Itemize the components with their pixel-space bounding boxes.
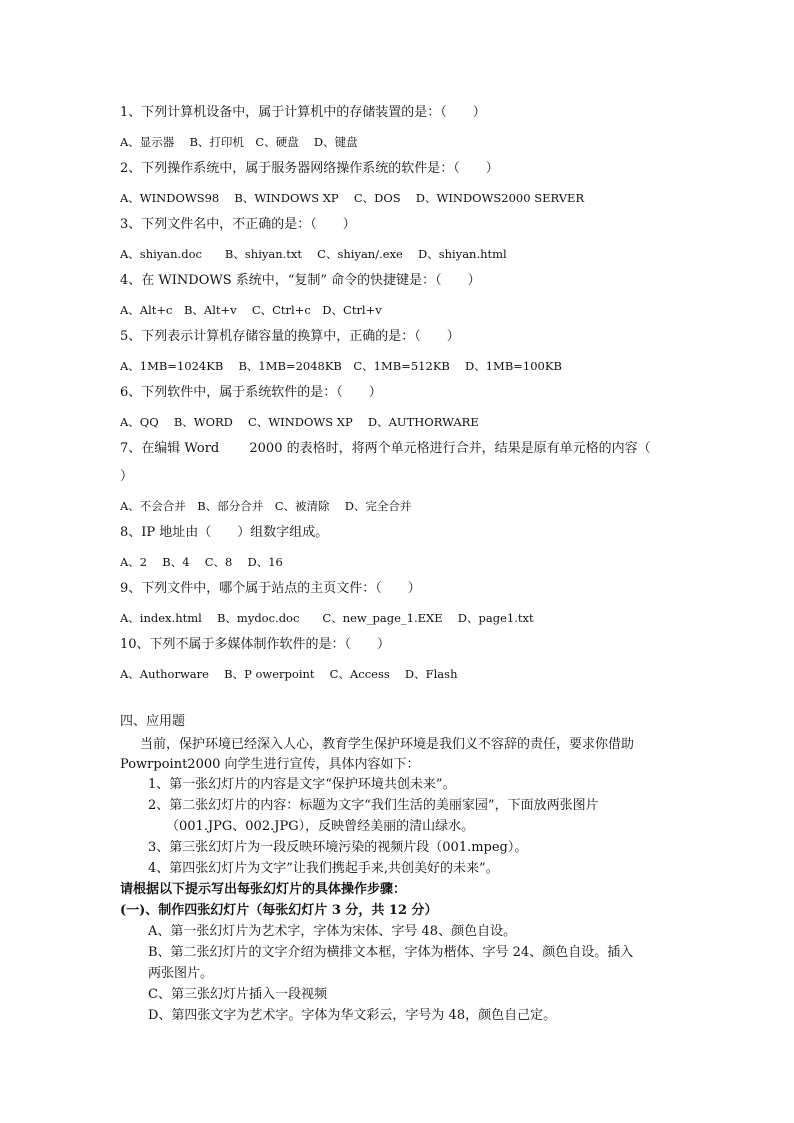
requirement-item-1: 1、第一张幻灯片的内容是文字“保护环境共创未来”。 <box>148 777 456 792</box>
instruction-prompt: 请根据以下提示写出每张幻灯片的具体操作步骤： <box>120 882 407 897</box>
question-4-options: A、Alt+c B、Alt+v C、Ctrl+c D、Ctrl+v <box>120 303 382 317</box>
step-b: B、第二张幻灯片的文字介绍为横排文本框，字体为楷体、字号 24、颜色自设。插入 <box>148 945 634 960</box>
question-8: 8、IP 地址由（ ）组数字组成。 <box>120 525 329 540</box>
step-b-continued: 两张图片。 <box>148 966 214 981</box>
requirement-item-2: 2、第二张幻灯片的内容：标题为文字“我们生活的美丽家园”，下面放两张图片 <box>148 798 599 813</box>
question-7-continued: ） <box>120 469 134 484</box>
question-10: 10、下列不属于多媒体制作软件的是：（ ） <box>120 637 391 652</box>
question-5-options: A、1MB=1024KB B、1MB=2048KB C、1MB=512KB D、1MB=100KB <box>120 359 562 373</box>
step-c: C、第三张幻灯片插入一段视频 <box>148 987 327 1002</box>
requirement-item-3: 3、第三张幻灯片为一段反映环境污染的视频片段（001.mpeg）。 <box>148 840 528 855</box>
question-5: 5、下列表示计算机存储容量的换算中，正确的是：（ ） <box>120 329 460 344</box>
section-title: 四、应用题 <box>120 714 186 729</box>
question-3: 3、下列文件名中，不正确的是：（ ） <box>120 217 356 232</box>
question-8-options: A、2 B、4 C、8 D、16 <box>120 555 283 569</box>
question-10-options: A、Authorware B、P owerpoint C、Access D、Flash <box>120 667 458 681</box>
section-intro-line-2: Powrpoint2000 向学生进行宣传，具体内容如下： <box>120 757 420 772</box>
question-2-options: A、WINDOWS98 B、WINDOWS XP C、DOS D、WINDOWS2000 SERVER <box>120 191 585 205</box>
question-9: 9、下列文件中，哪个属于站点的主页文件：（ ） <box>120 581 421 596</box>
requirement-item-4: 4、第四张幻灯片为文字”让我们携起手来,共创美好的未来”。 <box>148 861 499 876</box>
question-3-options: A、shiyan.doc B、shiyan.txt C、shiyan/.exe D、shiyan.html <box>120 247 507 261</box>
question-7-options: A、不会合并 B、部分合并 C、被清除 D、完全合并 <box>120 499 412 513</box>
question-7: 7、在编辑 Word 2000 的表格时，将两个单元格进行合并，结果是原有单元格的内容（ <box>120 441 651 456</box>
question-6: 6、下列软件中，属于系统软件的是：（ ） <box>120 385 382 400</box>
question-1-options: A、显示器 B、打印机 C、硬盘 D、键盘 <box>120 135 358 149</box>
step-d: D、第四张文字为艺术字。字体为华文彩云，字号为 48，颜色自己定。 <box>148 1008 557 1023</box>
question-9-options: A、index.html B、mydoc.doc C、new_page_1.EXE D、page1.txt <box>120 611 534 625</box>
question-2: 2、下列操作系统中，属于服务器网络操作系统的软件是：（ ） <box>120 161 499 176</box>
question-4: 4、在 WINDOWS 系统中，“复制” 命令的快捷键是：（ ） <box>120 273 481 288</box>
question-1: 1、下列计算机设备中，属于计算机中的存储装置的是：（ ） <box>120 105 486 120</box>
question-6-options: A、QQ B、WORD C、WINDOWS XP D、AUTHORWARE <box>120 415 479 429</box>
section-intro-line-1: 当前，保护环境已经深入人心，教育学生保护环境是我们义不容辞的责任，要求你借助 <box>140 737 635 752</box>
requirement-item-2-continued: （001.JPG、002.JPG），反映曾经美丽的清山绿水。 <box>166 819 475 834</box>
subsection-title: (一)、制作四张幻灯片（每张幻灯片 3 分，共 12 分） <box>120 903 438 918</box>
step-a: A、第一张幻灯片为艺术字，字体为宋体、字号 48、颜色自设。 <box>148 924 517 939</box>
